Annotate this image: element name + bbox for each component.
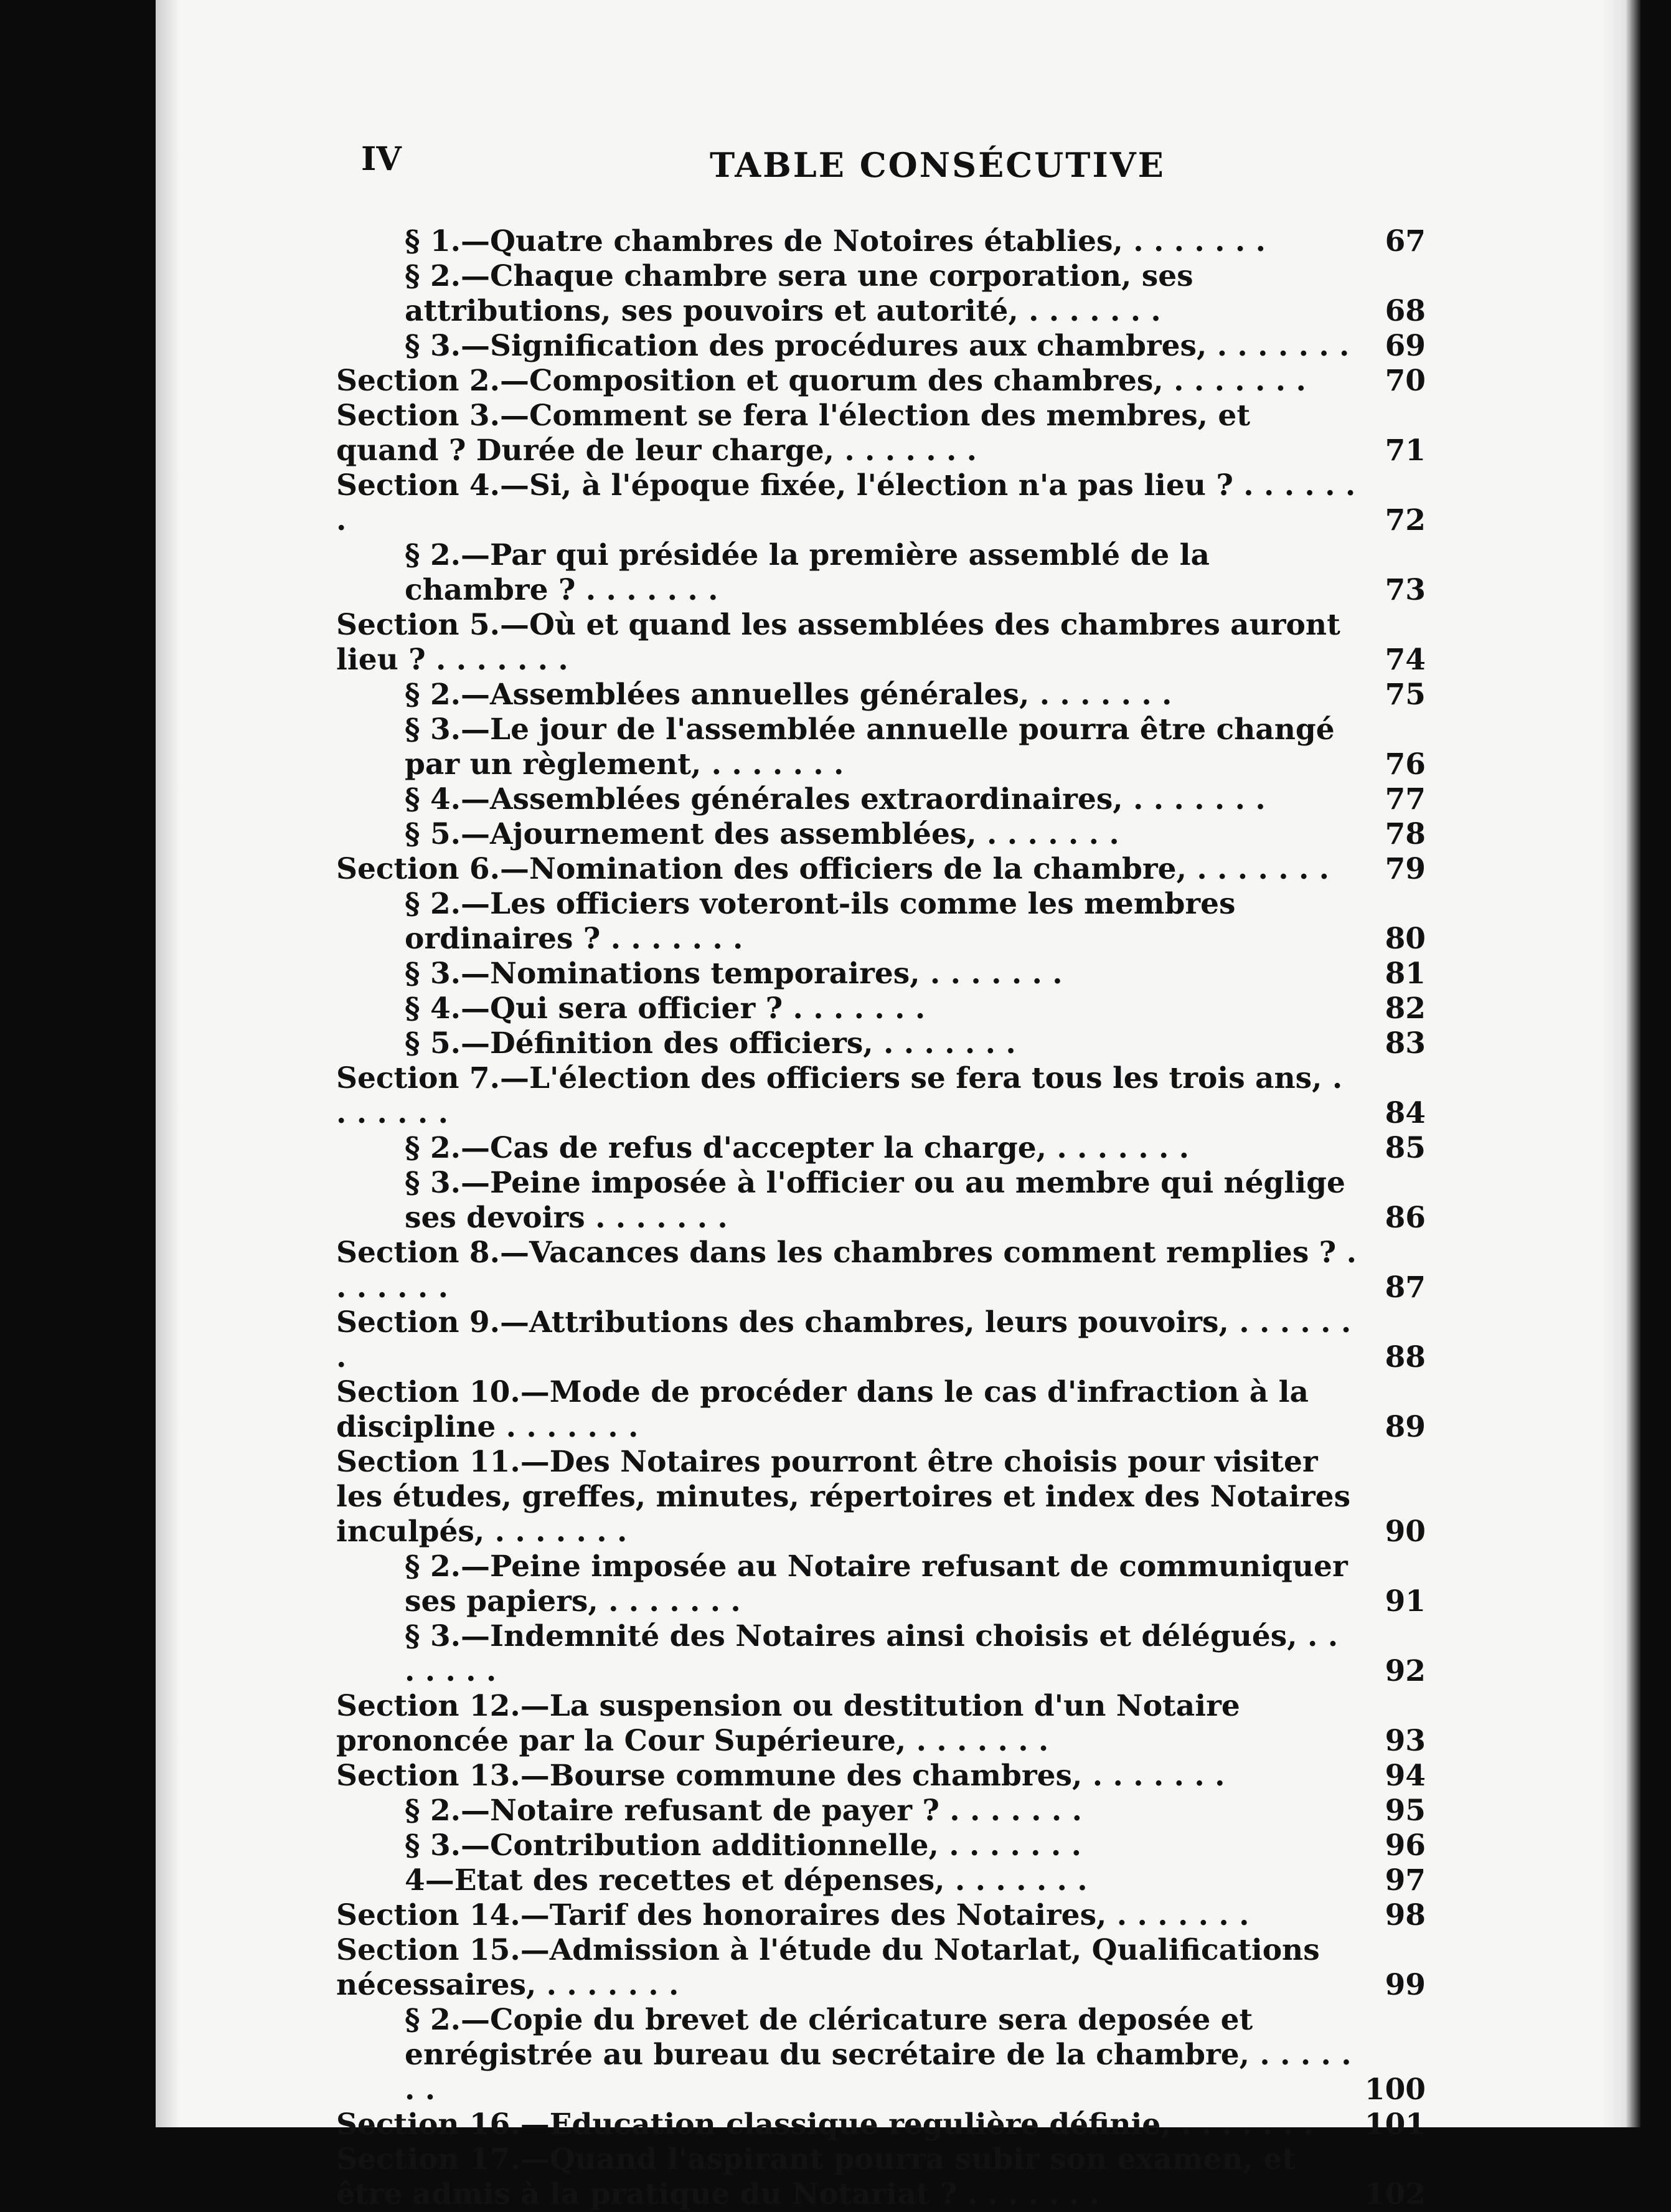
- toc-entry-text: —Par qui présidée la première assemblé de la chambre ?: [405, 538, 1220, 607]
- toc-entry-text: —Indemnité des Notaires ainsi choisis et délégués,: [461, 1619, 1297, 1653]
- toc-entry-page: 75: [1385, 678, 1426, 712]
- toc-entry-page: 83: [1385, 1026, 1426, 1061]
- toc-entry-label: § 4.: [405, 991, 461, 1026]
- toc-entry-page: 87: [1385, 1270, 1426, 1305]
- toc-entry: [336, 1549, 1426, 1619]
- toc-entry-page: 81: [1385, 957, 1426, 991]
- toc-entry-page: 101: [1364, 2107, 1426, 2142]
- toc-entry: [336, 538, 1426, 608]
- dot-leader: . . . . . . .: [1123, 782, 1266, 816]
- dot-leader: . . . . . . .: [1123, 224, 1266, 258]
- toc-entry-page: 78: [1385, 817, 1426, 851]
- toc-entry-text: —Composition et quorum des chambres,: [499, 364, 1164, 398]
- toc-entry: [336, 1619, 1426, 1689]
- toc-entry-text: —Admission à l'étude du Notarlat, Qualifications nécessaires,: [336, 1933, 1330, 2002]
- toc-entry: [336, 329, 1426, 364]
- toc-entry-page: 93: [1385, 1724, 1426, 1758]
- toc-entry-page: 79: [1385, 852, 1426, 886]
- toc-entry-text: —Comment se fera l'élection des membres, et quand ? Durée de leur charge,: [336, 399, 1261, 468]
- toc-entry-text: —Notaire refusant de payer ?: [461, 1794, 939, 1828]
- toc-entry-page: 92: [1385, 1654, 1426, 1688]
- table-of-contents: [336, 224, 1426, 2212]
- dot-leader: . . . . . . .: [957, 2177, 1100, 2211]
- toc-entry: [336, 1689, 1426, 1759]
- toc-entry-label: § 2.: [405, 1794, 461, 1828]
- dot-leader: . . . . . . .: [1207, 329, 1350, 363]
- toc-entry-page: 102: [1364, 2177, 1426, 2211]
- toc-entry-text: —Peine imposée au Notaire refusant de communiquer ses papiers,: [405, 1549, 1358, 1619]
- toc-entry: [336, 817, 1426, 852]
- toc-entry: [336, 1026, 1426, 1061]
- dot-leader: . . . . . . .: [536, 1968, 679, 2002]
- toc-entry-page: 80: [1385, 922, 1426, 956]
- toc-entry-label: § 1.: [405, 224, 461, 258]
- toc-entry-text: —Assemblées générales extraordinaires,: [461, 782, 1123, 816]
- dot-leader: . . . . . . .: [920, 957, 1063, 991]
- toc-entry: [336, 1131, 1426, 1166]
- toc-entry-label: § 2.: [405, 2003, 461, 2037]
- toc-entry-page: 77: [1385, 782, 1426, 816]
- dot-leader: . . . . . . .: [976, 817, 1119, 851]
- toc-entry-page: 86: [1385, 1201, 1426, 1235]
- toc-entry: [336, 259, 1426, 329]
- dot-leader: . . . . . . .: [834, 433, 977, 468]
- toc-entry-label: § 2.: [405, 1549, 461, 1584]
- dot-leader: . . . . . . .: [336, 1236, 1367, 1305]
- toc-entry: [336, 608, 1426, 678]
- dot-leader: . . . . . . .: [783, 991, 926, 1026]
- toc-entry-label: § 3.: [405, 957, 461, 991]
- toc-entry-text: —Bourse commune des chambres,: [520, 1759, 1083, 1793]
- toc-entry: [336, 991, 1426, 1026]
- toc-entry-text: —Peine imposée à l'officier ou au membre qui néglige ses devoirs: [405, 1166, 1356, 1235]
- toc-entry-page: 71: [1385, 433, 1426, 468]
- toc-entry: [336, 1863, 1426, 1898]
- toc-entry: [336, 468, 1426, 538]
- toc-entry-label: § 2.: [405, 259, 461, 293]
- toc-entry: [336, 678, 1426, 712]
- dot-leader: . . . . . . .: [336, 468, 1366, 537]
- toc-entry-text: —Les officiers voteront-ils comme les membres ordinaires ?: [405, 887, 1246, 956]
- toc-entry-label: Section 14.: [336, 1898, 520, 1932]
- dot-leader: . . . . . . .: [1163, 364, 1306, 398]
- toc-entry-label: § 5.: [405, 1026, 461, 1061]
- toc-entry-label: Section 8.: [336, 1236, 500, 1270]
- toc-entry-page: 69: [1385, 329, 1426, 363]
- running-title: TABLE CONSÉCUTIVE: [710, 145, 1165, 185]
- toc-entry: [336, 399, 1426, 468]
- toc-entry-label: Section 5.: [336, 608, 500, 642]
- toc-entry-label: Section 7.: [336, 1061, 500, 1095]
- toc-entry-page: 82: [1385, 991, 1426, 1026]
- toc-entry-label: § 3.: [405, 1828, 461, 1863]
- toc-entry-label: 4: [405, 1863, 425, 1898]
- dot-leader: . . . . . . .: [598, 1584, 741, 1619]
- toc-entry: [336, 1759, 1426, 1794]
- dot-leader: . . . . . . .: [701, 747, 844, 782]
- toc-entry-text: —Mode de procéder dans le cas d'infraction à la discipline: [336, 1375, 1319, 1444]
- toc-entry-page: 96: [1385, 1828, 1426, 1863]
- toc-entry-page: 70: [1385, 364, 1426, 398]
- dot-leader: . . . . . . .: [938, 1828, 1082, 1863]
- page-gutter-shadow: [156, 0, 181, 2127]
- toc-entry: [336, 2142, 1426, 2212]
- toc-entry: [336, 224, 1426, 259]
- dot-leader: . . . . . . .: [575, 573, 718, 607]
- toc-entry-label: Section 2.: [336, 364, 500, 398]
- dot-leader: . . . . . . .: [405, 2038, 1362, 2107]
- dot-leader: . . . . . . .: [425, 643, 568, 677]
- dot-leader: . . . . . . .: [1106, 1898, 1250, 1932]
- toc-entry-text: —Où et quand les assemblées des chambres auront lieu ?: [336, 608, 1351, 677]
- toc-entry-text: —Cas de refus d'accepter la charge,: [461, 1131, 1047, 1165]
- toc-entry-page: 91: [1385, 1584, 1426, 1619]
- toc-entry-page: 85: [1385, 1131, 1426, 1165]
- page-header: [361, 140, 1494, 196]
- dot-leader: . . . . . . .: [1018, 294, 1161, 328]
- toc-entry-label: § 3.: [405, 712, 461, 747]
- toc-entry-label: Section 12.: [336, 1689, 520, 1723]
- toc-entry-page: 99: [1385, 1968, 1426, 2002]
- dot-leader: . . . . . . .: [1046, 1131, 1190, 1165]
- page-folio: IV: [361, 140, 402, 178]
- dot-leader: . . . . . . .: [405, 1619, 1349, 1688]
- toc-entry-text: —Quand l'aspirant pourra subir son examen, et être admis à la pratique du Notariat ?: [336, 2142, 1306, 2211]
- dot-leader: . . . . . . .: [1029, 678, 1172, 712]
- toc-entry-page: 98: [1385, 1898, 1426, 1932]
- dot-leader: . . . . . . .: [484, 1515, 628, 1549]
- dot-leader: . . . . . . .: [600, 922, 743, 956]
- toc-entry-page: 68: [1385, 294, 1426, 328]
- toc-entry-text: —Nominations temporaires,: [461, 957, 920, 991]
- toc-entry-page: 84: [1385, 1096, 1426, 1130]
- toc-entry-label: § 2.: [405, 1131, 461, 1165]
- dot-leader: . . . . . . .: [1082, 1759, 1225, 1793]
- toc-entry: [336, 1933, 1426, 2003]
- toc-entry-label: § 5.: [405, 817, 461, 851]
- toc-entry-text: —Ajournement des assemblées,: [461, 817, 977, 851]
- toc-entry-label: Section 11.: [336, 1445, 520, 1479]
- toc-entry-label: § 2.: [405, 678, 461, 712]
- page-edge-shadow: [1603, 0, 1640, 2127]
- toc-entry-page: 89: [1385, 1410, 1426, 1444]
- toc-entry-page: 67: [1385, 224, 1426, 258]
- toc-entry-text: —La suspension ou destitution d'un Notaire prononcée par la Cour Supérieure,: [336, 1689, 1251, 1758]
- dot-leader: . . . . . . .: [336, 1305, 1362, 1374]
- dot-leader: . . . . . . .: [939, 1794, 1082, 1828]
- dot-leader: . . . . . . .: [336, 1061, 1353, 1130]
- toc-entry-text: —Chaque chambre sera une corporation, ses attributions, ses pouvoirs et autorité,: [405, 259, 1203, 328]
- toc-entry-text: —Attributions des chambres, leurs pouvoirs,: [499, 1305, 1229, 1340]
- toc-entry-label: Section 6.: [336, 852, 500, 886]
- toc-entry-text: —Si, à l'époque fixée, l'élection n'a pas lieu ?: [499, 468, 1233, 503]
- toc-entry-text: —Etat des recettes et dépenses,: [425, 1863, 945, 1898]
- toc-entry-label: Section 13.: [336, 1759, 520, 1793]
- toc-entry-text: —Vacances dans les chambres comment remplies ?: [499, 1236, 1337, 1270]
- toc-entry-text: —Contribution additionnelle,: [461, 1828, 939, 1863]
- toc-entry-label: § 3.: [405, 1166, 461, 1200]
- toc-entry: [336, 1236, 1426, 1305]
- toc-entry-page: 76: [1385, 747, 1426, 782]
- toc-entry: [336, 1898, 1426, 1933]
- toc-entry: [336, 957, 1426, 991]
- toc-entry-text: —L'élection des officiers se fera tous les trois ans,: [499, 1061, 1322, 1095]
- toc-entry: [336, 2003, 1426, 2107]
- dot-leader: . . . . . . .: [496, 1410, 639, 1444]
- toc-entry: [336, 1305, 1426, 1375]
- toc-entry-text: —Des Notaires pourront être choisis pour visiter les études, greffes, minutes, répertoires et index des Notaires inculpés,: [336, 1445, 1361, 1549]
- toc-entry: [336, 887, 1426, 957]
- toc-entry-page: 72: [1385, 503, 1426, 537]
- toc-entry-text: —Nomination des officiers de la chambre,: [499, 852, 1187, 886]
- toc-entry-text: —Le jour de l'assemblée annuelle pourra être changé par un règlement,: [405, 712, 1345, 782]
- dot-leader: . . . . . . .: [1186, 852, 1330, 886]
- toc-entry-text: —Quatre chambres de Notoires établies,: [461, 224, 1123, 258]
- toc-entry: [336, 1794, 1426, 1828]
- toc-entry-label: § 2.: [405, 887, 461, 921]
- toc-entry: [336, 1828, 1426, 1863]
- toc-entry-label: § 3.: [405, 1619, 461, 1653]
- toc-entry: [336, 2107, 1426, 2142]
- toc-entry-page: 94: [1385, 1759, 1426, 1793]
- toc-entry-text: —Copie du brevet de cléricature sera deposée et enrégistrée au bureau du secrétaire de la chambre,: [405, 2003, 1263, 2072]
- toc-entry-label: Section 10.: [336, 1375, 520, 1409]
- toc-entry-label: § 4.: [405, 782, 461, 816]
- toc-entry-page: 90: [1385, 1515, 1426, 1549]
- toc-entry-label: Section 9.: [336, 1305, 500, 1340]
- toc-entry: [336, 1061, 1426, 1131]
- toc-entry-label: § 3.: [405, 329, 461, 363]
- toc-entry-label: Section 17.: [336, 2142, 520, 2177]
- toc-entry: [336, 1375, 1426, 1445]
- dot-leader: . . . . . . .: [585, 1201, 728, 1235]
- toc-entry-label: Section 3.: [336, 399, 500, 433]
- toc-entry-label: Section 16.: [336, 2107, 520, 2142]
- toc-entry-label: § 2.: [405, 538, 461, 572]
- toc-entry-page: 73: [1385, 573, 1426, 607]
- toc-entry: [336, 712, 1426, 782]
- dot-leader: . . . . . . .: [944, 1863, 1088, 1898]
- dot-leader: . . . . . . .: [1170, 2107, 1314, 2142]
- toc-entry-text: —Tarif des honoraires des Notaires,: [520, 1898, 1107, 1932]
- toc-entry-text: —Qui sera officier ?: [461, 991, 783, 1026]
- toc-entry-text: —Education classique regulière définie,: [520, 2107, 1171, 2142]
- toc-entry-text: —Assemblées annuelles générales,: [461, 678, 1030, 712]
- toc-entry-page: 95: [1385, 1794, 1426, 1828]
- dot-leader: . . . . . . .: [873, 1026, 1016, 1061]
- toc-entry-text: —Signification des procédures aux chambres,: [461, 329, 1207, 363]
- toc-entry: [336, 364, 1426, 399]
- toc-entry-page: 97: [1385, 1863, 1426, 1898]
- toc-entry-page: 74: [1385, 643, 1426, 677]
- toc-entry: [336, 852, 1426, 887]
- toc-entry: [336, 782, 1426, 817]
- toc-entry-text: —Définition des officiers,: [461, 1026, 873, 1061]
- toc-entry-label: Section 4.: [336, 468, 500, 503]
- dot-leader: . . . . . . .: [906, 1724, 1049, 1758]
- toc-entry: [336, 1166, 1426, 1236]
- toc-entry-label: Section 15.: [336, 1933, 520, 1967]
- toc-entry: [336, 1445, 1426, 1549]
- toc-entry-page: 88: [1385, 1340, 1426, 1374]
- toc-entry-page: 100: [1364, 2073, 1426, 2107]
